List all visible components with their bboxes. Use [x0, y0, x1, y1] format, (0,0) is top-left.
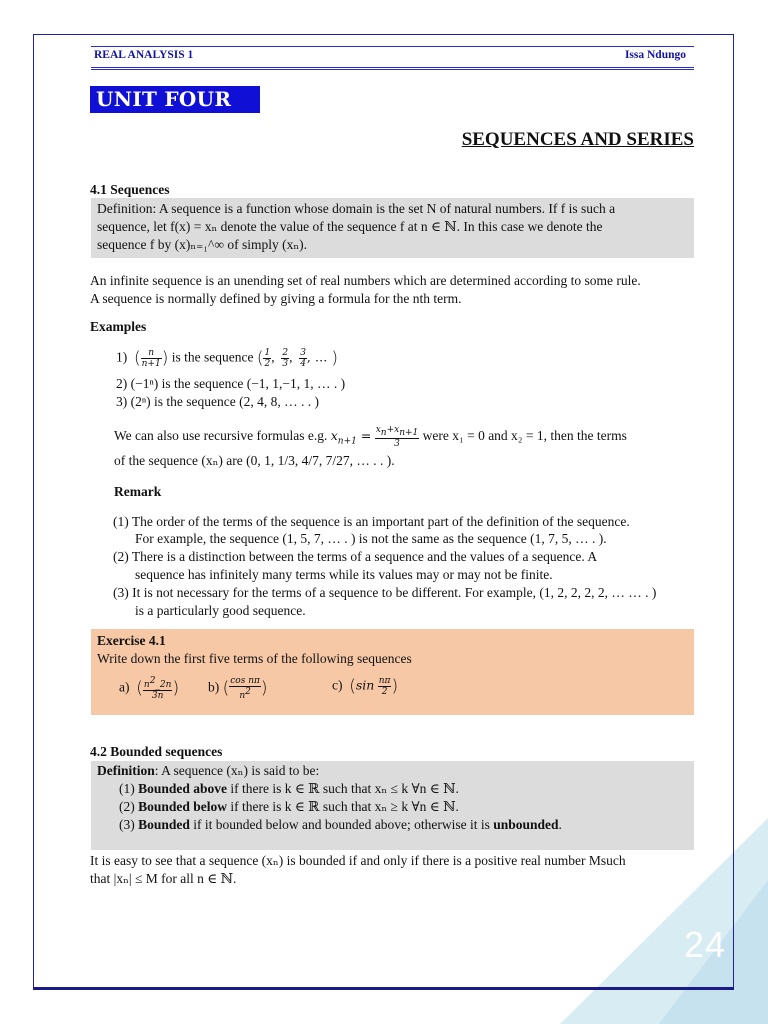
definition-line-1: Definition: A sequence is a function whose domain is the set N of natural numbers. If f is such a	[97, 201, 616, 216]
remark-heading: Remark	[114, 484, 162, 499]
examples-heading: Examples	[90, 319, 147, 334]
bounded-definition-intro: Definition: A sequence (xₙ) is said to be:	[97, 763, 320, 778]
exercise-item-c: c) (sin $\frac{n\pi}{2}$ )	[332, 676, 399, 697]
exercise-item-a: a) ( $\frac{n^2\_2n}{3n}$ )	[119, 676, 180, 701]
intro-line-2: A sequence is normally defined by giving a formula for the nth term.	[90, 291, 462, 306]
exercise-instruction: Write down the first five terms of the following sequences	[97, 651, 412, 666]
section-heading-4-1: 4.1 Sequences	[90, 182, 170, 197]
remark-1-line-1: (1) The order of the terms of the sequence is an important part of the definition of the sequence.	[113, 514, 630, 529]
exercise-item-b: b) ( $\frac{\text{cos nπ}}{n^2}$ )	[208, 676, 268, 701]
example-3: 3) (2ⁿ) is the sequence (2, 4, 8, … . . )	[116, 394, 319, 409]
closing-line-1: It is easy to see that a sequence (xₙ) is bounded if and only if there is a positive real number Msuch	[90, 853, 626, 868]
example-2: 2) (−1ⁿ) is the sequence (−1, 1,−1, 1, … . )	[116, 376, 346, 391]
closing-line-2: that |xₙ| ≤ M for all n ∈ ℕ.	[90, 871, 237, 886]
definition-line-3: sequence f by (x)ₙ₌₁^∞ of simply (xₙ).	[97, 237, 308, 252]
running-header	[91, 46, 694, 70]
exercise-title: Exercise 4.1	[97, 633, 166, 648]
header-author: Issa Ndungo	[624, 49, 686, 61]
remark-3-line-1: (3) It is not necessary for the terms of a sequence to be different. For example, (1, 2, 2, 2, 2, … … . )	[113, 585, 657, 600]
bounded-above-item: (1) Bounded above if there is k ∈ ℝ such that xₙ ≤ k ∀n ∈ ℕ.	[119, 781, 459, 796]
definition-line-2: sequence, let f(x) = xₙ denote the value of the sequence f at n ∈ ℕ. In this case we denote the	[97, 219, 603, 234]
remark-2-line-1: (2) There is a distinction between the terms of a sequence and the values of a sequence. A	[113, 549, 598, 564]
exercise-box	[91, 629, 694, 715]
remark-3-line-2: is a particularly good sequence.	[135, 603, 306, 618]
recursive-line-1: We can also use recursive formulas e.g. $x_{n+1}$ = $\frac{x_n+x_{n+1}}{3}$ were x₁ = 0 and x₂ = 1, then the terms	[114, 425, 627, 449]
remark-1-line-2: For example, the sequence (1, 5, 7, … . ) is not the same as the sequence (1, 7, 5, … . ).	[135, 531, 607, 546]
unit-label: UNIT FOUR	[90, 86, 260, 113]
example-1: 1) ( $\frac{n}{n+1}$ ) is the sequence ( $\frac{1}{2}$ , $\frac{2}{3}$ , $\frac{3}{4}$ , … )	[116, 348, 338, 369]
intro-line-1: An infinite sequence is an unending set of real numbers which are determined according to some rule.	[90, 273, 641, 288]
page-number: 24	[684, 924, 727, 965]
section-heading-4-2: 4.2 Bounded sequences	[90, 744, 223, 759]
bounded-below-item: (2) Bounded below if there is k ∈ ℝ such that xₙ ≥ k ∀n ∈ ℕ.	[119, 799, 459, 814]
remark-2-line-2: sequence has infinitely many terms while its values may or may not be finite.	[135, 567, 553, 582]
bounded-item: (3) Bounded if it bounded below and bounded above; otherwise it is unbounded.	[119, 817, 562, 832]
header-course: REAL ANALYSIS 1	[94, 49, 194, 61]
chapter-title: SEQUENCES AND SERIES	[461, 129, 694, 150]
recursive-line-2: of the sequence (xₙ) are (0, 1, 1/3, 4/7, 7/27, … . . ).	[114, 453, 395, 468]
